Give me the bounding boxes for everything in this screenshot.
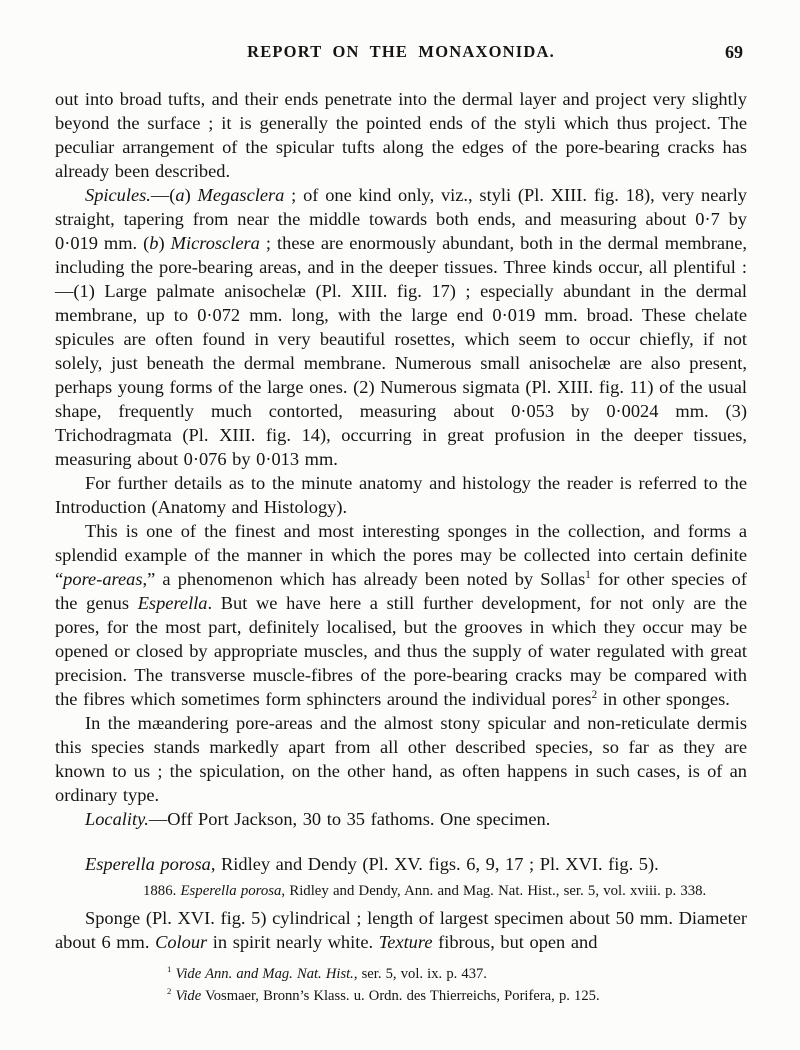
- footnote-1: $^1$ Vide Ann. and Mag. Nat. Hist., ser. 5, vol. ix. p. 437.: [167, 964, 487, 982]
- comparison-paragraph: In the mæandering pore-areas and the almost stony spicular and non-reticulate dermis this species stands markedly apart from all other described species, so far as they are known to us ; the spiculation, on the other hand, as often happens in such cases, is of an ordinary type.: [55, 713, 747, 805]
- page-number: 69: [725, 42, 743, 62]
- running-header: [55, 42, 747, 64]
- spicules-paragraph: Spicules.—(a) Megasclera ; of one kind only, viz., styli (Pl. XIII. fig. 18), very nearly straight, tapering from near the middle towards both ends, and measuring about 0·7 by 0·019 mm. (b) Microsclera ; these are enormously abundant, both in the dermal membrane, including the pore-bearing areas, and in the deeper tissues. Three kinds occur, all plentiful :—(1) Large palmate anisochelæ (Pl. XIII. fig. 17) ; especially abundant in the dermal membrane, up to 0·072 mm. long, with the large end 0·019 mm. broad. These chelate spicules are often found in very beautiful rosettes, which seem to occur chiefly, if not solely, just beneath the dermal membrane. Numerous small anisochelæ are also present, perhaps young forms of the large ones. (2) Numerous sigmata (Pl. XIII. fig. 11) of the usual shape, frequently much contorted, measuring about 0·053 by 0·0024 mm. (3) Trichodragmata (Pl. XIII. fig. 14), occurring in great profusion in the deeper tissues, measuring about 0·076 by 0·013 mm.: [55, 185, 747, 469]
- sponge-description-paragraph: Sponge (Pl. XVI. fig. 5) cylindrical ; length of largest specimen about 50 mm. Diameter about 6 mm. Colour in spirit nearly white. Texture fibrous, but open and: [55, 908, 747, 952]
- species-heading: Esperella porosa, Ridley and Dendy (Pl. XV. figs. 6, 9, 17 ; Pl. XVI. fig. 5).: [85, 854, 659, 874]
- running-header-title: REPORT ON THE MONAXONIDA.: [247, 42, 555, 61]
- footnotes-block: [55, 963, 747, 1007]
- locality-paragraph: Locality.—Off Port Jackson, 30 to 35 fathoms. One specimen.: [85, 809, 551, 829]
- footnote-2: $^2$ Vide Vosmaer, Bronn’s Klass. u. Ordn. des Thierreichs, Porifera, p. 125.: [167, 986, 600, 1004]
- further-details-paragraph: For further details as to the minute anatomy and histology the reader is referred to the Introduction (Anatomy and Histology).: [55, 473, 747, 517]
- page-body: [55, 87, 747, 1007]
- pore-areas-paragraph: This is one of the finest and most interesting sponges in the collection, and forms a splendid example of the manner in which the pores may be collected into certain definite “pore-areas,” a phenomenon which has already been noted by Sollas$^1$ for other species of the genus Esperella. But we have here a still further development, for not only are the pores, for the most part, definitely localised, but the grooves in which they occur may be opened or closed by appropriate muscles, and thus the supply of water regulated with great precision. The transverse muscle-fibres of the pore-bearing cracks may be compared with the fibres which sometimes form sphincters around the individual pores$^2$ in other sponges.: [55, 521, 747, 709]
- synonymy-entry: 1886. Esperella porosa, Ridley and Dendy, Ann. and Mag. Nat. Hist., ser. 5, vol. xviii. p. 338.: [143, 883, 707, 899]
- continuation-paragraph: out into broad tufts, and their ends penetrate into the dermal layer and project very slightly beyond the surface ; it is generally the pointed ends of the styli which thus project. The peculiar arrangement of the spicular tufts along the edges of the pore-bearing cracks has already been described.: [55, 89, 747, 181]
